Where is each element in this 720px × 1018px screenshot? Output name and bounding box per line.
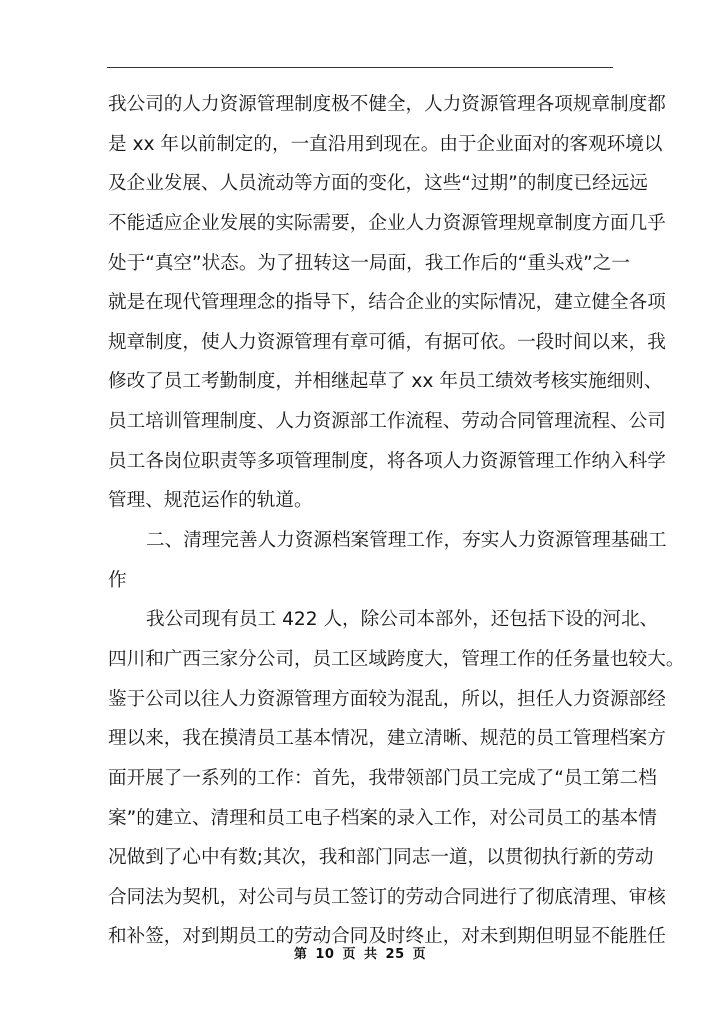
text-line: 鉴于公司以往人力资源管理方面较为混乱，所以，担任人力资源部经 — [108, 688, 666, 710]
text-line: 管理、规范运作的轨道。 — [108, 490, 313, 512]
text-line: 案”的建立、清理和员工电子档案的录入工作，对公司员工的基本情 — [108, 807, 657, 829]
text-line: 合同法为契机，对公司与员工签订的劳动合同进行了彻底清理、审核 — [108, 886, 666, 908]
body-text — [108, 85, 685, 957]
text-line: 面开展了一系列的工作：首先，我带领部门员工完成了“员工第二档 — [108, 767, 657, 789]
text-line: 及企业发展、人员流动等方面的变化，这些“过期”的制度已经远远 — [108, 173, 648, 195]
section-heading-line: 作 — [108, 569, 127, 591]
text-line: 我公司现有员工 422 人，除公司本部外，还包括下设的河北、 — [146, 609, 659, 631]
text-line: 不能适应企业发展的实际需要，企业人力资源管理规章制度方面几乎 — [108, 212, 666, 234]
text-line: 处于“真空”状态。为了扭转这一局面，我工作后的“重头戏”之一 — [108, 252, 630, 274]
text-line: 是 xx 年以前制定的，一直沿用到现在。由于企业面对的客观环境以 — [108, 133, 663, 155]
text-line: 员工各岗位职责等多项管理制度，将各项人力资源管理工作纳入科学 — [108, 450, 666, 472]
text-line: 我公司的人力资源管理制度极不健全，人力资源管理各项规章制度都 — [108, 94, 666, 115]
page-number-footer: 第 10 页 共 25 页 — [293, 947, 427, 962]
section-heading-line: 二、清理完善人力资源档案管理工作，夯实人力资源管理基础工 — [146, 530, 667, 552]
text-line: 理以来，我在摸清员工基本情况，建立清晰、规范的员工管理档案方 — [108, 728, 666, 750]
text-line: 规章制度，使人力资源管理有章可循，有据可依。一段时间以来，我 — [108, 331, 666, 353]
text-line: 修改了员工考勤制度，并相继起草了 xx 年员工绩效考核实施细则、 — [108, 371, 663, 393]
text-line: 四川和广西三家分公司，员工区域跨度大，管理工作的任务量也较大。 — [108, 648, 685, 670]
text-line: 员工培训管理制度、人力资源部工作流程、劳动合同管理流程、公司 — [108, 411, 666, 433]
header-rule — [107, 67, 613, 68]
text-line: 就是在现代管理理念的指导下，结合企业的实际情况，建立健全各项 — [108, 292, 666, 314]
text-line: 和补签，对到期员工的劳动合同及时终止，对未到期但明显不能胜任 — [108, 926, 666, 948]
text-line: 况做到了心中有数;其次，我和部门同志一道，以贯彻执行新的劳动 — [108, 847, 654, 869]
